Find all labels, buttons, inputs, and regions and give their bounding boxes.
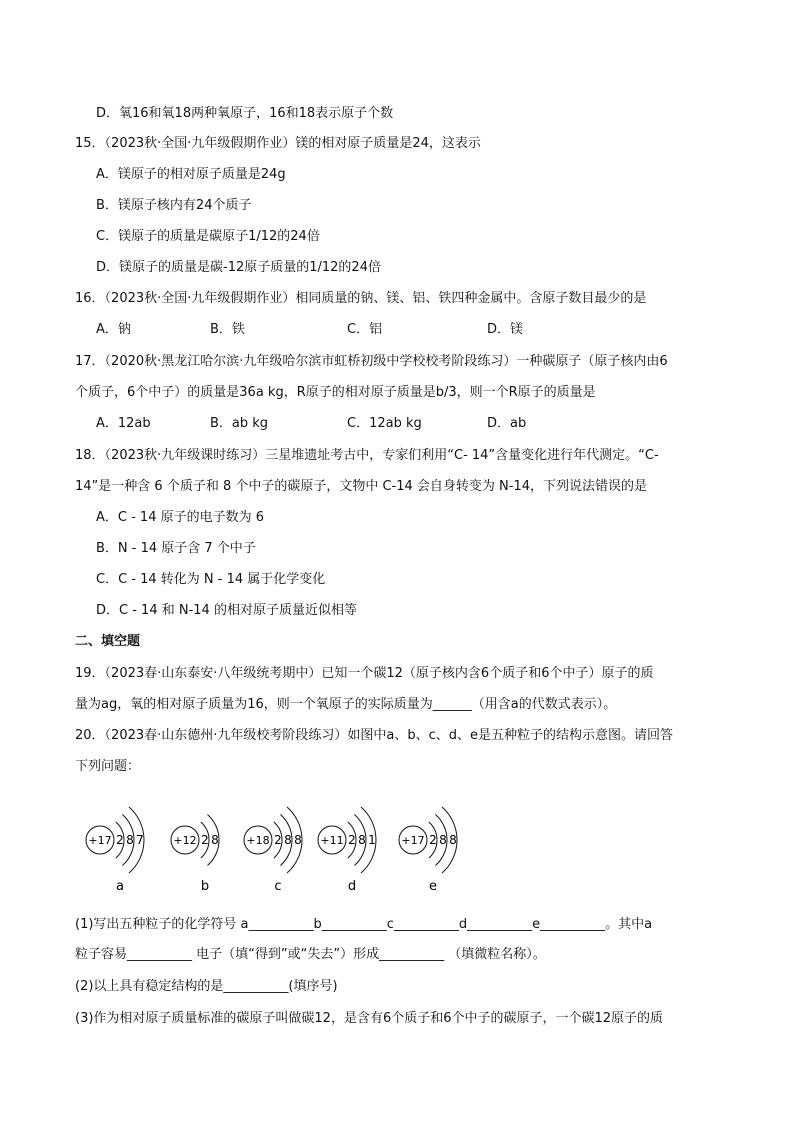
question-15: 15．（2023秋·全国·九年级假期作业）镁的相对原子质量是24，这表示	[75, 136, 481, 151]
shell-electron-count: 8	[126, 833, 134, 847]
shell-electron-count: 2	[348, 833, 356, 847]
shell-electron-count: 8	[449, 833, 457, 847]
q15-option-d: D．镁原子的质量是碳-12原子质量的1/12的24倍	[96, 260, 381, 275]
q16-option-b: B．铁	[210, 322, 245, 337]
particle-b	[171, 814, 219, 894]
particle-c	[244, 807, 302, 894]
q15-option-a: A．镁原子的相对原子质量是24g	[96, 167, 286, 182]
q15-option-c: C．镁原子的质量是碳原子1/12的24倍	[96, 229, 320, 244]
q18-option-a: A．C - 14 原子的电子数为 6	[96, 510, 265, 525]
particle-a	[86, 807, 144, 894]
question-18-line-2: 14”是一种含 6 个质子和 8 个中子的碳原子，文物中 C-14 会自身转变为 N-14，下列说法错误的是	[75, 479, 648, 494]
q20-part2: (2)以上具有稳定结构的是__________(填序号)	[75, 979, 338, 994]
q14-option-d: D．氧16和氧18两种氧原子，16和18表示原子个数	[96, 106, 394, 121]
question-19-line-2: 量为ag，氧的相对原子质量为16，则一个氧原子的实际质量为______（用含a的代数式表示）。	[75, 697, 617, 712]
question-20-line-1: 20．（2023春·山东德州·九年级校考阶段练习）如图中a、b、c、d、e是五种粒子的结构示意图。请回答	[75, 728, 674, 743]
question-19-line-1: 19．（2023春·山东泰安·八年级统考期中）已知一个碳12（原子核内含6个质子和6个中子）原子的质	[75, 666, 654, 681]
question-17-line-2: 个质子，6个中子）的质量是36a kg，R原子的相对原子质量是b/3，则一个R原子的质量是	[75, 385, 596, 400]
q18-option-c: C．C - 14 转化为 N - 14 属于化学变化	[96, 572, 326, 587]
nucleus-charge: +12	[173, 834, 197, 847]
shell-electron-count: 8	[294, 833, 302, 847]
shell-electron-count: 8	[211, 833, 219, 847]
shell-electron-count: 2	[201, 833, 209, 847]
question-16: 16．（2023秋·全国·九年级假期作业）相同质量的钠、镁、铝、铁四种金属中。含原子数目最少的是	[75, 291, 647, 306]
q16-option-a: A．钠	[96, 322, 131, 337]
q18-option-d: D．C - 14 和 N-14 的相对原子质量近似相等	[96, 603, 357, 618]
particle-d	[318, 807, 376, 894]
particle-label: b	[200, 879, 210, 894]
shell-electron-count: 7	[136, 833, 144, 847]
q17-option-b: B．ab kg	[210, 416, 269, 431]
particle-label: e	[429, 879, 437, 894]
particle-label: c	[274, 879, 282, 894]
atomic-structure-diagram	[80, 788, 500, 898]
q20-part1-line-1: (1)写出五种粒子的化学符号 a__________b__________c__________d__________e__________。其中a	[75, 917, 653, 932]
particle-label: d	[347, 879, 357, 894]
shell-electron-count: 8	[358, 833, 366, 847]
q17-option-c: C．12ab kg	[347, 416, 422, 431]
nucleus-charge: +17	[401, 834, 425, 847]
nucleus-charge: +11	[320, 834, 344, 847]
particle-e	[399, 807, 457, 894]
nucleus-charge: +17	[88, 834, 112, 847]
q18-option-b: B．N - 14 原子含 7 个中子	[96, 541, 256, 556]
q17-option-a: A．12ab	[96, 416, 151, 431]
q20-part3: (3)作为相对原子质量标准的碳原子叫做碳12，是含有6个质子和6个中子的碳原子，一个碳12原子的质	[75, 1011, 664, 1026]
shell-electron-count: 2	[116, 833, 124, 847]
question-17-line-1: 17．（2020秋·黑龙江哈尔滨·九年级哈尔滨市虹桥初级中学校校考阶段练习）一种碳原子（原子核内由6	[75, 354, 668, 369]
shell-electron-count: 2	[274, 833, 282, 847]
q15-option-b: B．镁原子核内有24个质子	[96, 198, 252, 213]
shell-electron-count: 8	[439, 833, 447, 847]
shell-electron-count: 2	[429, 833, 437, 847]
shell-electron-count: 1	[368, 833, 376, 847]
question-18-line-1: 18．（2023秋·九年级课时练习）三星堆遗址考古中，专家们利用“C- 14”含量变化进行年代测定。“C-	[75, 448, 659, 463]
question-20-line-2: 下列问题：	[75, 759, 141, 774]
q16-option-c: C．铝	[347, 322, 383, 337]
shell-electron-count: 8	[284, 833, 292, 847]
nucleus-charge: +18	[246, 834, 270, 847]
q20-part1-line-2: 粒子容易__________ 电子（填“得到”或“失去”）形成__________ （填微粒名称）。	[75, 947, 546, 962]
q17-option-d: D．ab	[487, 416, 527, 431]
section-heading-fill-in: 二、填空题	[75, 634, 141, 649]
q16-option-d: D．镁	[487, 322, 524, 337]
particle-label: a	[116, 879, 124, 894]
